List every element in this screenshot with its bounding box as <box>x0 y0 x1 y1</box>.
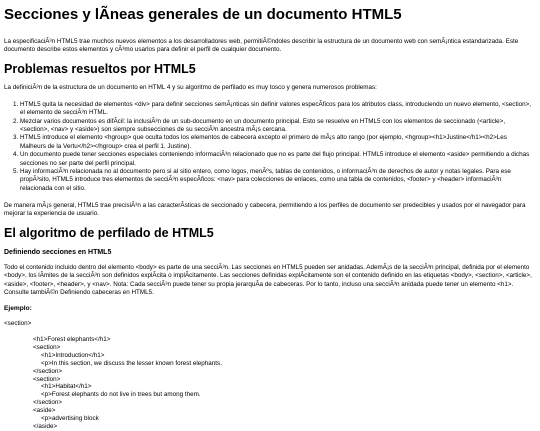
code-line: </section> <box>33 367 63 375</box>
code-line: </aside> <box>33 422 58 430</box>
list-item: 2. Mezclar varios documentos es difÃcil: la inclusiÃ³n de un sub-documento en un documento principal. Esto se resuelve en HTML5 con los elementos de seccionado (<article>, <section>, <nav> y <aside>) son siempre subsecciones de su secciÃ³n ancestra mÃ¡s cercana. <box>20 118 534 134</box>
list-item: 4. Un documento puede tener secciones especiales conteniendo informaciÃ³n relacionado que no es parte del flujo principal. HTML5 introduce el elemento <aside> permitiendo a dichas secciones no ser parte del perfil principal. <box>20 151 534 167</box>
algorithm-paragraph: Todo el contenido incluido dentro del elemento <body> es parte de una secciÃ³n. Las secciones en HTML5 pueden ser anidadas. AdemÃ¡s de la secciÃ³n principal, definida por el elemento <body>, los lÃmites de la secciÃ³n son definidos explÃcita o implÃcitamente. Las secciones definidas explÃcitamente son el contenido definido en las etiquetas <body>, <section>, <article>, <aside>, <footer>, <header>, y <nav>. Nota: Cada secciÃ³n puede tener su propia jerarquÃa de cabeceras. Por lo tanto, incluso una secciÃ³n anidada puede tener un elemento <h1>. Consulte tambiÃ©n Definiendo cabeceras en HTML5. <box>4 264 532 296</box>
list-item: 1. HTML5 quita la necesidad de elementos <div> para definir secciones semÃ¡nticas sin definir valores especÃficos para los atributos class, introduciendo un nuevo elemento, <section>, el elemento de secciÃ³n HTML. <box>20 101 534 117</box>
code-line: <section> <box>33 343 61 351</box>
problems-list <box>4 101 534 193</box>
section-heading-problems: Problemas resueltos por HTML5 <box>4 62 196 77</box>
list-item: 3. HTML5 introduce el elemento <hgroup> que oculta todos los elementos de cabecera excepto el primero de mÃ¡s alto rango (por ejemplo, <hgroup><h1>Justine</h1><h2>Les Malheurs de la Vertu</h2></hgroup> crea el perfil 1. Justine). <box>20 134 534 150</box>
list-item: 5. Hay informaciÃ³n relacionada no al documento pero si al sitio entero, como logos, menÃºs, tablas de contenidos, o informaciÃ³n de derechos de autor y notas legales. Para ese propÃ³sito, HTML5 introduce tres elementos de secciÃ³n especÃficos: <nav> para colecciones de enlaces, como una tabla de contenidos, <footer> y <header> informaciÃ³n relacionada con el sitio. <box>20 168 534 193</box>
code-line: <section> <box>33 375 61 383</box>
code-line: <p>In this section, we discuss the lesser known forest elephants. <box>41 359 222 367</box>
code-line: <p>Forest elephants do not live in trees but among them. <box>41 391 201 399</box>
example-label: Ejemplo: <box>4 305 32 313</box>
page-title: Secciones y lÃneas generales de un documento HTML5 <box>4 6 402 23</box>
code-line: <h1>Introduction</h1> <box>41 351 105 359</box>
document <box>4 6 534 431</box>
code-example <box>4 320 534 431</box>
code-line: <h1>Habitat</h1> <box>41 383 92 391</box>
closing-paragraph: De manera mÃ¡s general, HTML5 trae precisiÃ³n a las caracterÃsticas de seccionado y cabecera, permitiendo a los perfiles de documento ser predecibles y usados por el navegador para mejorar la experiencia de usuario. <box>4 201 526 218</box>
intro-paragraph: La especificaciÃ³n HTML5 trae muchos nuevos elementos a los desarrolladores web, permitiÃ©ndoles describir la estructura de un documento web con semÃ¡ntica estandarizada. Este documento describe estos elementos y cÃ³mo usarlos para definir el perfil de cualquier documento. <box>4 38 519 54</box>
subheading-defining-sections: Definiendo secciones en HTML5 <box>4 249 112 257</box>
problems-paragraph: La definiciÃ³n de la estructura de un documento en HTML 4 y su algoritmo de perfilado es muy tosco y genera numerosos problemas: <box>4 84 377 92</box>
code-line: <h1>Forest elephants</h1> <box>33 335 111 343</box>
code-line: <section> <box>4 320 32 328</box>
code-line: </section> <box>33 399 63 407</box>
code-line: <p>advertising block <box>41 415 99 423</box>
section-heading-algorithm: El algoritmo de perfilado de HTML5 <box>4 226 214 241</box>
code-line: <aside> <box>33 407 56 415</box>
